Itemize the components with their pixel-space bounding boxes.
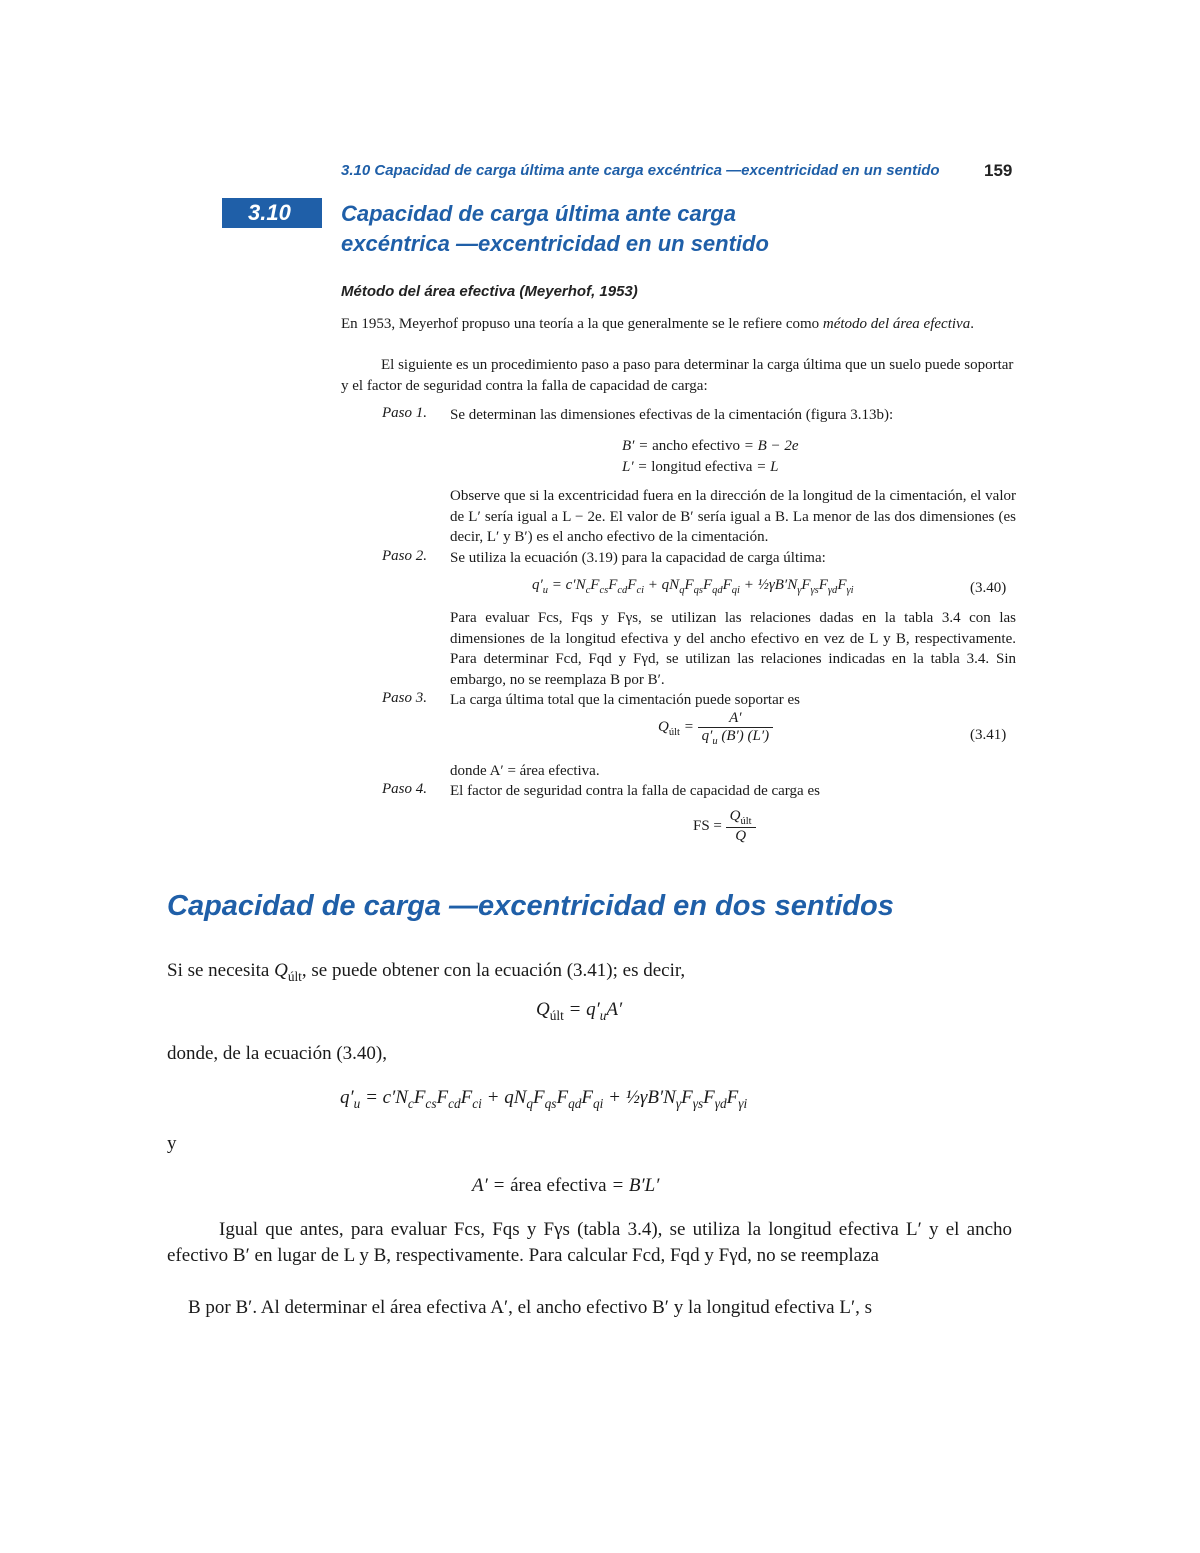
part2-y: y xyxy=(167,1133,177,1154)
eq1-lhs: B′ = xyxy=(622,438,653,454)
step1-note: Observe que si la excentricidad fuera en la dirección de la longitud de la cimentación, el valor de L′ sería igual a L − 2e. El valor de B′ sería igual a B. La menor de las dos dimensiones (es decir, L′ y B′) es el ancho efectivo de la cimentación. xyxy=(450,488,1016,545)
intro-p1-end: . xyxy=(970,316,974,332)
step3-after: donde A′ = área efectiva. xyxy=(450,763,600,779)
part2-paragraph-continued: B por B′. Al determinar el área efectiva A′, el ancho efectivo B′ y la longitud efectiva L′, s xyxy=(188,1297,873,1318)
eq1-word: ancho efectivo xyxy=(652,438,740,454)
part2-title: Capacidad de carga —excentricidad en dos sentidos xyxy=(167,890,894,922)
section-number-badge: 3.10 xyxy=(222,198,322,228)
step2-label: Paso 2. xyxy=(382,548,427,564)
section-title-line2: excéntrica —excentricidad en un sentido xyxy=(341,231,769,256)
part2-paragraph: Igual que antes, para evaluar Fcs, Fqs y Fγs (tabla 3.4), se utiliza la longitud efectiva L′ y el ancho efectivo B′ en lugar de L y B, respectivamente. Para calcular Fcd, Fqd y Fγd, no se reemplaza xyxy=(167,1219,1012,1266)
step3-text: La carga última total que la cimentación puede soportar es xyxy=(450,692,801,708)
subheading: Método del área efectiva (Meyerhof, 1953) xyxy=(341,283,638,300)
equation-3-40: $q'_u = c'N_cF_{cs}F_{cd}F_{ci} + qN_qF_{qs}F_{qd}F_{qi}$ + $\frac{1}{2}\gamma B'N_\gamma F_{\gamma s}F_{\gamma d}F_{\gamma i}$ xyxy=(532,577,854,596)
part2-donde: donde, de la ecuación (3.40), xyxy=(167,1043,387,1064)
intro-paragraph-2: El siguiente es un procedimiento paso a paso para determinar la carga última que un suelo puede soportar y el factor de seguridad contra la falla de capacidad de carga: xyxy=(341,357,1014,394)
intro-p1-emphasis: método del área efectiva xyxy=(822,316,971,332)
eq1-rhs: = B − 2e xyxy=(739,438,799,454)
part2-line1-start: Si se necesita xyxy=(167,960,275,981)
equation-number-3-41: (3.41) xyxy=(970,727,1007,743)
eq2-word: longitud efectiva xyxy=(651,459,753,475)
eq2-lhs: L′ = xyxy=(622,459,652,475)
section-title xyxy=(341,199,769,259)
step4-label: Paso 4. xyxy=(382,781,427,797)
area-word: área efectiva xyxy=(510,1175,607,1196)
step2-text: Se utiliza la ecuación (3.19) para la capacidad de carga última: xyxy=(450,550,826,566)
equation-qult: $Q_{últ} = q'_uA'$ xyxy=(536,999,623,1023)
part2-line1: Si se necesita $Q_{últ}$, se puede obtener con la ecuación (3.41); es decir, xyxy=(167,960,686,984)
section-title-line1: Capacidad de carga última ante carga xyxy=(341,201,736,226)
equation-qu-prime: $q'_u = c'N_cF_{cs}F_{cd}F_{ci} + qN_qF_{qs}F_{qd}F_{qi}$ + $\frac{1}{2}\gamma B'N_\gamma F_{\gamma s}F_{\gamma d}F_{\gamma i}$ xyxy=(340,1087,748,1111)
step1-eq1 xyxy=(622,436,799,457)
step2-note: Para evaluar Fcs, Fqs y Fγs, se utilizan las relaciones dadas en la tabla 3.4 con las dimensiones de la longitud efectiva y del ancho efectivo en vez de L y B, respectivamente. Para determinar Fcd, Fqd y Fγd, se utilizan las relaciones indicadas en la tabla 3.4. Sin embargo, no se reemplaza B por B′. xyxy=(450,610,1016,688)
intro-p1-text: En 1953, Meyerhof propuso una teoría a la que generalmente se le refiere como xyxy=(341,316,823,332)
part2-line1-end: , se puede obtener con la ecuación (3.41); es decir, xyxy=(301,960,686,981)
eq2-rhs: = L xyxy=(752,459,779,475)
running-header: 3.10 Capacidad de carga última ante carga excéntrica —excentricidad en un sentido xyxy=(341,162,940,179)
equation-3-41: $Q_{últ}$ = $\frac{A'}{q'_u (B') (L')}$ xyxy=(658,710,773,747)
area-rhs: = B′L′ xyxy=(606,1175,660,1196)
equation-area xyxy=(472,1173,659,1199)
equation-fs: FS = $\frac{Q_{últ}}{Q}$ xyxy=(693,808,756,845)
fs-label: FS = xyxy=(693,818,722,834)
area-lhs: A′ = xyxy=(472,1175,511,1196)
page-number: 159 xyxy=(984,161,1013,180)
intro-paragraph-1 xyxy=(341,314,1016,335)
step1-label: Paso 1. xyxy=(382,405,427,421)
step4-text: El factor de seguridad contra la falla de capacidad de carga es xyxy=(450,783,820,799)
step1-text: Se determinan las dimensiones efectivas de la cimentación (figura 3.13b): xyxy=(450,407,894,423)
step3-label: Paso 3. xyxy=(382,690,427,706)
step1-eq2 xyxy=(622,457,778,478)
equation-number-3-40: (3.40) xyxy=(970,580,1007,596)
